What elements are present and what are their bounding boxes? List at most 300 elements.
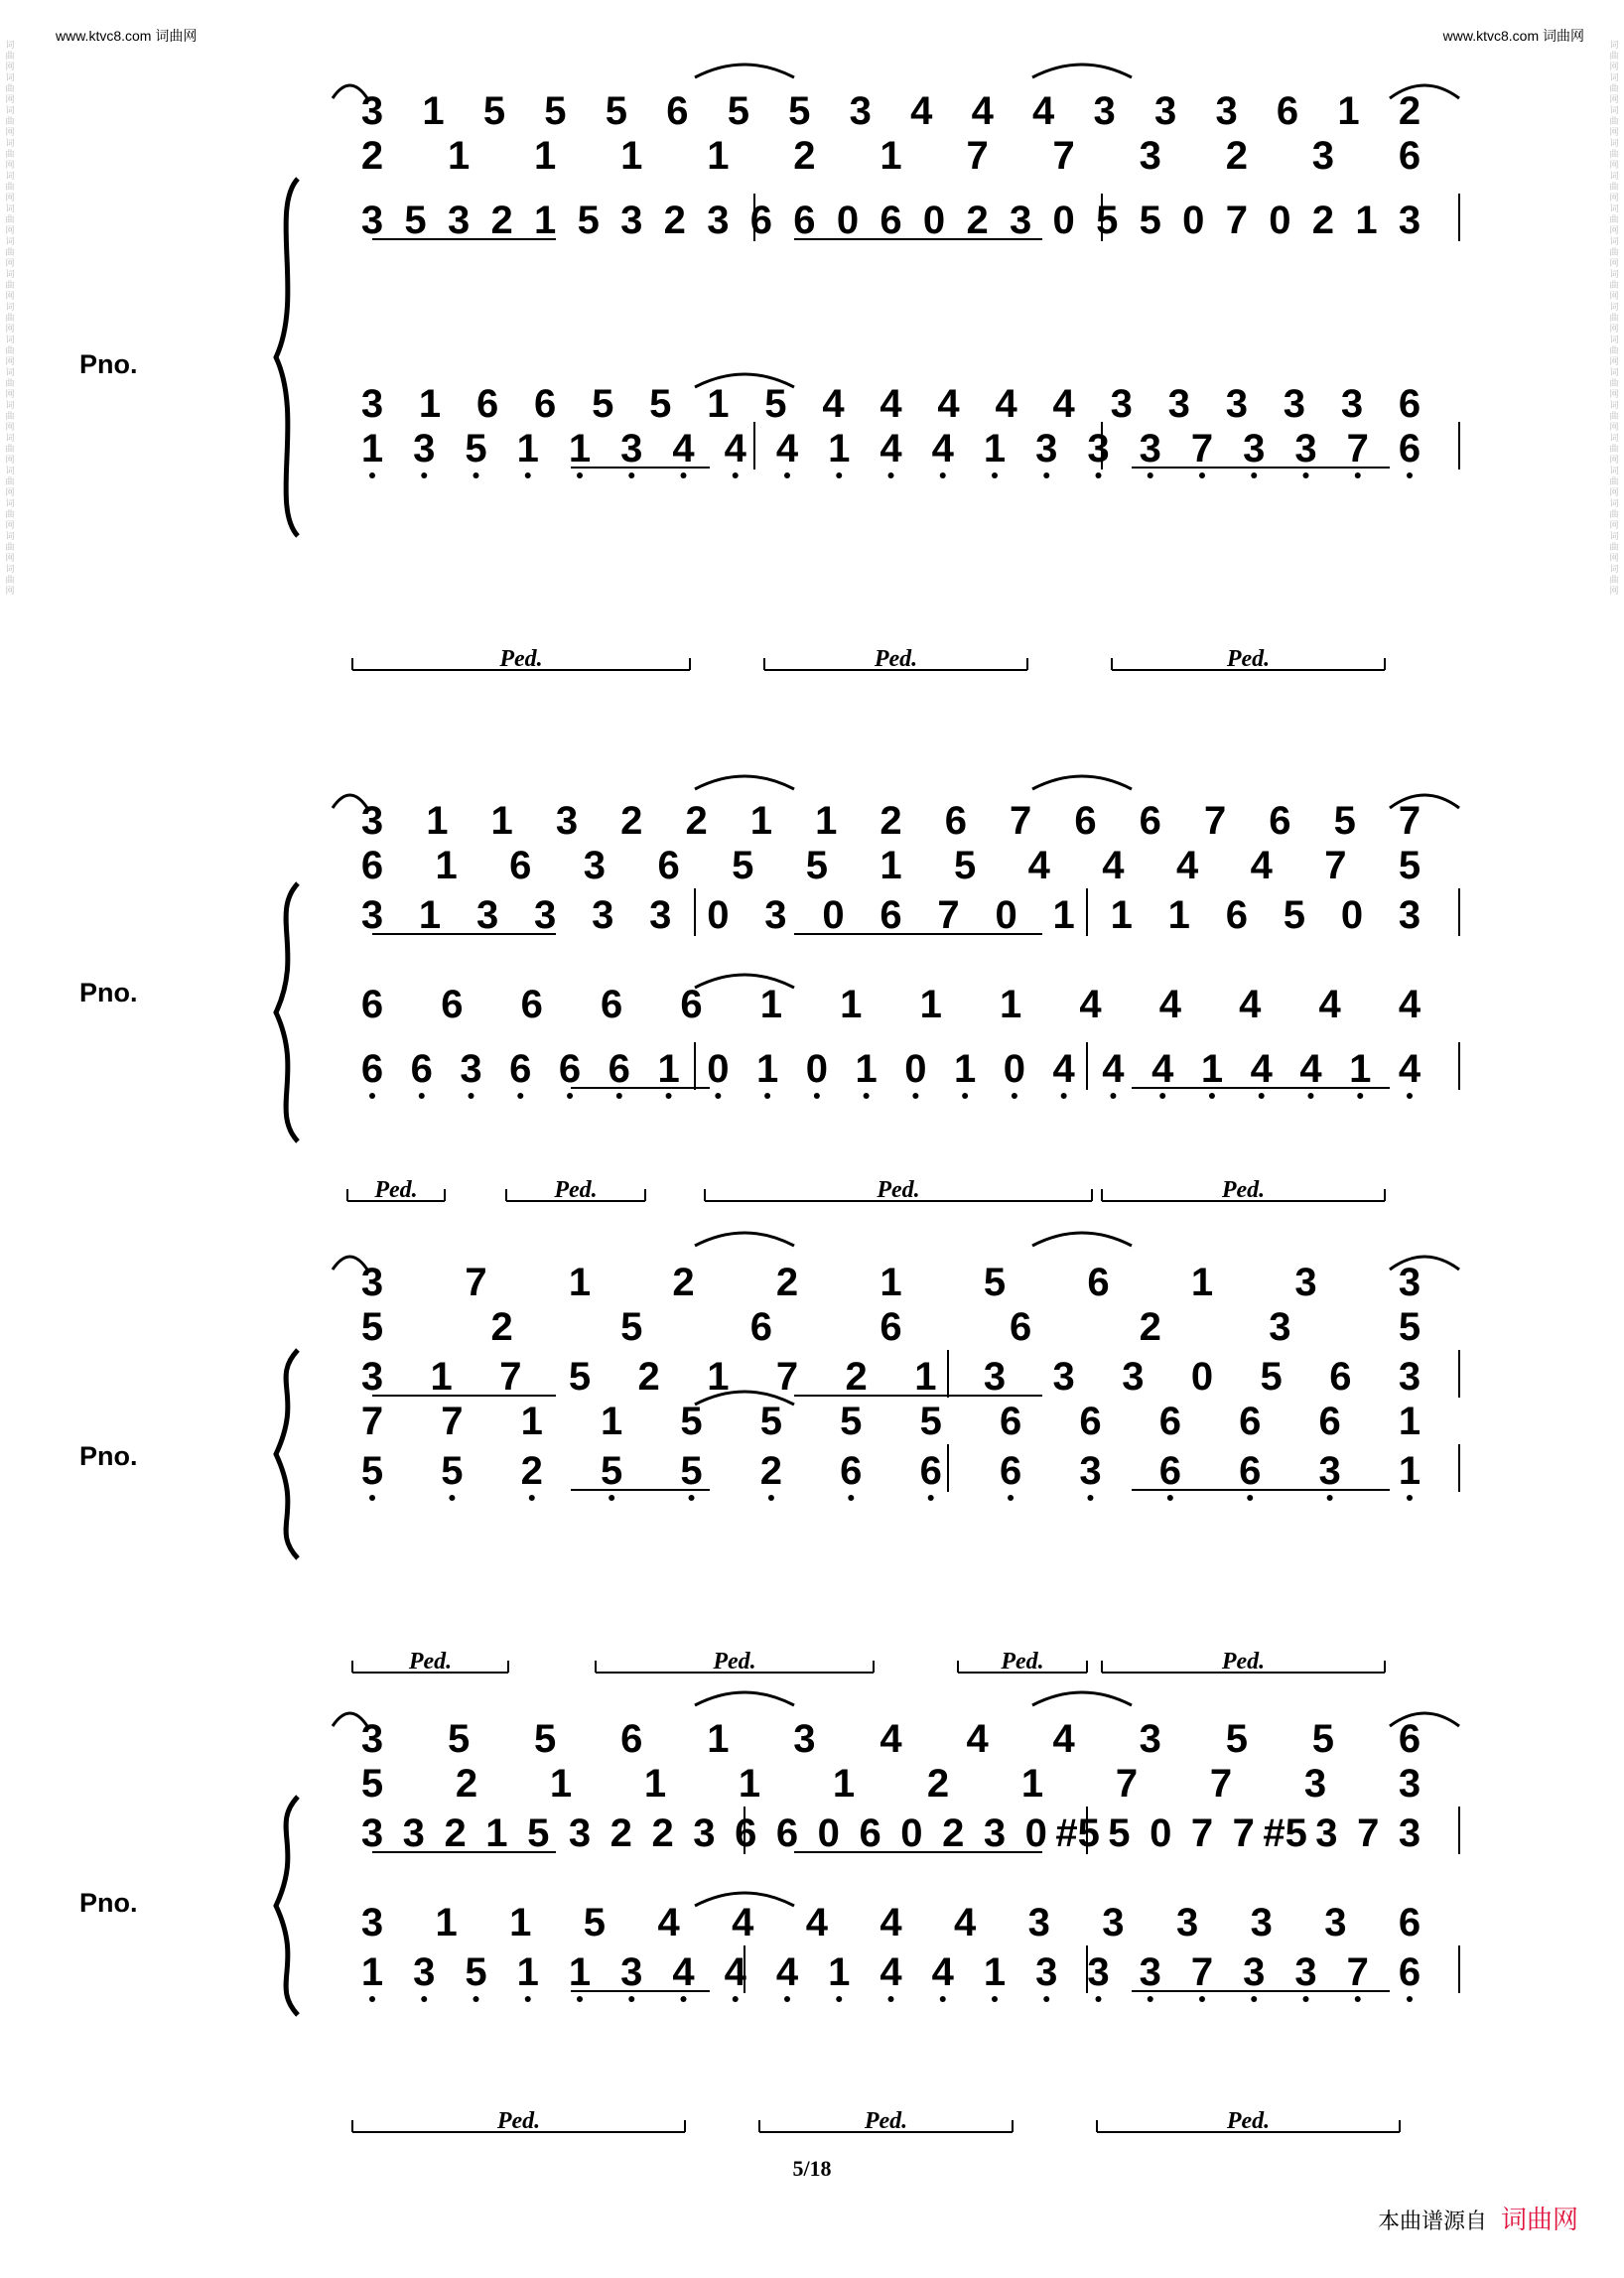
- rh-upper-note: 6: [1074, 799, 1097, 843]
- lh-upper-note: 4: [937, 382, 960, 426]
- rh-mid-note: 3: [1139, 134, 1161, 178]
- pedal-mark: Ped.: [877, 1177, 920, 1203]
- watermark-char: 网: [1609, 324, 1619, 334]
- rh-mid-note: 5: [360, 1305, 384, 1349]
- octave-dot: [1061, 1093, 1067, 1099]
- lh-main-note: 1: [516, 427, 539, 470]
- octave-dot: [628, 1996, 634, 2002]
- octave-dot: [1199, 472, 1205, 478]
- rh-main-note: 2: [444, 1811, 467, 1855]
- lh-main-note: 1: [828, 1950, 851, 1994]
- lh-main-note: 4: [1299, 1047, 1322, 1091]
- watermark-char: 词: [1609, 400, 1619, 410]
- lh-main-note: 1: [954, 1047, 977, 1091]
- rh-main-note: 6: [793, 199, 816, 242]
- watermark-char: 曲: [1609, 214, 1619, 224]
- octave-dot: [419, 1093, 425, 1099]
- watermark-char: 词: [1609, 171, 1619, 181]
- rh-mid-note: 3: [1269, 1305, 1291, 1349]
- octave-dot: [1357, 1093, 1363, 1099]
- lh-upper-note: 5: [759, 1400, 783, 1443]
- lh-upper-note: 6: [1318, 1400, 1341, 1443]
- rh-upper-note: 1: [749, 799, 772, 843]
- octave-dot: [474, 472, 479, 478]
- rh-upper-note: 1: [568, 1261, 592, 1304]
- rh-upper-note: 3: [360, 1261, 384, 1304]
- rh-mid-note: 5: [954, 844, 977, 887]
- octave-dot: [1407, 1495, 1413, 1501]
- lh-upper-note: 1: [601, 1400, 623, 1443]
- watermark-char: 词: [1609, 40, 1619, 50]
- watermark-char: 网: [1609, 127, 1619, 137]
- octave-dot: [848, 1495, 854, 1501]
- lh-upper-note: 7: [360, 1400, 384, 1443]
- pedal-mark: Ped.: [864, 2108, 908, 2134]
- octave-dot: [616, 1093, 622, 1099]
- rh-upper-note: 4: [971, 89, 994, 133]
- rh-upper-note: 1: [815, 799, 838, 843]
- rh-mid-note: 3: [583, 844, 607, 887]
- lh-upper-note: 4: [657, 1901, 680, 1944]
- rh-upper-note: 4: [966, 1717, 989, 1761]
- rh-main-note: 3: [1010, 199, 1032, 242]
- lh-upper-note: 7: [441, 1400, 464, 1443]
- octave-dot: [768, 1495, 774, 1501]
- watermark-char: 词: [1609, 302, 1619, 312]
- octave-dot: [784, 1996, 790, 2002]
- rh-main-note: 0: [1190, 1355, 1214, 1399]
- rh-upper-note: 6: [1398, 1717, 1421, 1761]
- octave-dot: [864, 1093, 870, 1099]
- rh-main-note: 1: [485, 1811, 508, 1855]
- slur: [695, 776, 794, 789]
- rh-main-note: 1: [914, 1355, 937, 1399]
- rh-upper-note: 3: [360, 89, 384, 133]
- rh-main-note: 2: [651, 1811, 674, 1855]
- rh-main-note: 2: [609, 1811, 632, 1855]
- octave-dot: [369, 1093, 375, 1099]
- lh-main-note: 0: [904, 1047, 927, 1091]
- rh-main-note: 1: [1052, 893, 1075, 937]
- lh-main-note: 2: [759, 1449, 783, 1493]
- lh-upper-note: 4: [995, 382, 1017, 426]
- watermark-char: 网: [1609, 389, 1619, 399]
- lh-upper-note: 4: [1052, 382, 1075, 426]
- rh-main-note: 1: [418, 893, 442, 937]
- rh-main-note: 0: [822, 893, 845, 937]
- rh-main-note: 1: [1110, 893, 1133, 937]
- rh-upper-note: 3: [1139, 1717, 1161, 1761]
- octave-dot: [525, 472, 531, 478]
- rh-upper-note: 6: [1139, 799, 1161, 843]
- rh-main-note: 2: [845, 1355, 868, 1399]
- lh-upper-note: 3: [1340, 382, 1364, 426]
- rh-upper-note: 1: [1337, 89, 1360, 133]
- watermark-char: 曲: [1609, 345, 1619, 355]
- octave-dot: [369, 472, 375, 478]
- watermark-char: 网: [5, 389, 15, 399]
- octave-dot: [421, 1996, 427, 2002]
- rh-main-note: 3: [1398, 1355, 1421, 1399]
- octave-dot: [1148, 1996, 1153, 2002]
- watermark-char: 词: [5, 236, 15, 246]
- watermark-char: 词: [5, 400, 15, 410]
- header-right-site: www.ktvc8.com 词曲网: [1442, 28, 1584, 44]
- lh-main-note: 6: [1158, 1449, 1181, 1493]
- lh-upper-note: 1: [520, 1400, 543, 1443]
- watermark-char: 网: [5, 160, 15, 170]
- lh-upper-note: 6: [1239, 1400, 1262, 1443]
- rh-mid-note: 7: [1324, 844, 1347, 887]
- rh-main-note: 7: [1190, 1811, 1214, 1855]
- watermark-char: 词: [1609, 269, 1619, 279]
- lh-upper-note: 1: [759, 983, 783, 1026]
- octave-dot: [689, 1495, 695, 1501]
- watermark-char: 网: [5, 291, 15, 301]
- rh-main-note: 1: [1167, 893, 1190, 937]
- watermark-char: 曲: [5, 476, 15, 486]
- octave-dot: [449, 1495, 455, 1501]
- watermark-char: 词: [1609, 335, 1619, 344]
- lh-main-note: 1: [1200, 1047, 1224, 1091]
- lh-upper-note: 3: [1324, 1901, 1347, 1944]
- footer-brand: 词曲网: [1500, 2205, 1578, 2234]
- rh-main-note: 3: [568, 1811, 592, 1855]
- rh-main-note: 5: [568, 1355, 592, 1399]
- watermark-char: 词: [5, 105, 15, 115]
- rh-mid-note: 5: [732, 844, 754, 887]
- rh-main-note: 3: [693, 1811, 716, 1855]
- header-left-site: www.ktvc8.com 词曲网: [56, 28, 198, 44]
- lh-main-note: 3: [1318, 1449, 1341, 1493]
- lh-main-note: 6: [999, 1449, 1022, 1493]
- lh-upper-note: 1: [919, 983, 942, 1026]
- rh-main-note: 5: [527, 1811, 550, 1855]
- octave-dot: [421, 472, 427, 478]
- lh-main-note: 3: [460, 1047, 482, 1091]
- rh-main-note: 3: [360, 1355, 384, 1399]
- lh-main-note: 3: [620, 427, 643, 470]
- rh-upper-note: 5: [482, 89, 506, 133]
- rh-main-note: 3: [534, 893, 557, 937]
- octave-dot: [1043, 472, 1049, 478]
- lh-upper-note: 4: [822, 382, 845, 426]
- rh-main-note: 6: [775, 1811, 799, 1855]
- watermark-char: 曲: [5, 542, 15, 552]
- watermark-char: 网: [1609, 487, 1619, 497]
- rh-mid-note: 5: [620, 1305, 643, 1349]
- lh-main-note: 3: [620, 1950, 643, 1994]
- pedal-mark: Ped.: [408, 1649, 453, 1675]
- watermark-char: 网: [5, 258, 15, 268]
- rh-main-note: 7: [775, 1355, 799, 1399]
- instrument-label: Pno.: [79, 978, 138, 1007]
- rh-upper-note: 5: [605, 89, 628, 133]
- lh-main-note: 7: [1346, 1950, 1369, 1994]
- rh-main-note: 6: [1225, 893, 1248, 937]
- rh-main-note: 0: [1182, 199, 1205, 242]
- lh-main-note: 1: [516, 1950, 539, 1994]
- lh-upper-note: 1: [840, 983, 863, 1026]
- octave-dot: [666, 1093, 672, 1099]
- rh-main-note: 7: [937, 893, 960, 937]
- rh-main-note: 5: [1096, 199, 1119, 242]
- rh-upper-note: 3: [1294, 1261, 1317, 1304]
- pedal-mark: Ped.: [1221, 1177, 1266, 1203]
- lh-main-note: 1: [657, 1047, 680, 1091]
- lh-main-note: 0: [805, 1047, 828, 1091]
- rh-main-note: 0: [836, 199, 860, 242]
- rh-mid-note: 6: [360, 844, 384, 887]
- lh-main-note: 4: [1052, 1047, 1075, 1091]
- lh-upper-note: 4: [1158, 983, 1181, 1026]
- lh-main-note: 3: [1035, 427, 1058, 470]
- rh-upper-note: 2: [620, 799, 643, 843]
- rh-upper-note: 2: [672, 1261, 695, 1304]
- lh-upper-note: 4: [1239, 983, 1262, 1026]
- rh-main-note: 3: [764, 893, 787, 937]
- lh-upper-note: 5: [764, 382, 787, 426]
- watermark-char: 词: [5, 433, 15, 443]
- rh-main-note: 3: [649, 893, 672, 937]
- watermark-char: 词: [5, 564, 15, 574]
- watermark-char: 网: [5, 324, 15, 334]
- lh-main-note: 1: [855, 1047, 878, 1091]
- rh-main-note: 2: [637, 1355, 660, 1399]
- lh-main-note: 1: [983, 427, 1007, 470]
- octave-dot: [1259, 1093, 1265, 1099]
- octave-dot: [529, 1495, 535, 1501]
- octave-dot: [1110, 1093, 1116, 1099]
- lh-main-note: 1: [755, 1047, 779, 1091]
- rh-mid-note: 5: [805, 844, 828, 887]
- lh-main-note: 1: [568, 427, 592, 470]
- rh-upper-note: 1: [880, 1261, 902, 1304]
- watermark-char: 曲: [5, 345, 15, 355]
- rh-upper-note: 3: [849, 89, 872, 133]
- octave-dot: [888, 472, 894, 478]
- watermark-char: 网: [5, 356, 15, 366]
- lh-main-note: 2: [520, 1449, 543, 1493]
- rh-mid-note: 1: [1020, 1762, 1044, 1806]
- watermark-char: 曲: [1609, 280, 1619, 290]
- watermark-char: 曲: [5, 51, 15, 61]
- staff-brace: [276, 1797, 298, 2015]
- rh-upper-note: 1: [422, 89, 445, 133]
- lh-upper-note: 4: [1398, 983, 1421, 1026]
- lh-upper-note: 1: [999, 983, 1022, 1026]
- pedal-mark: Ped.: [713, 1649, 756, 1675]
- slur: [695, 65, 794, 77]
- rh-mid-note: 1: [435, 844, 458, 887]
- watermark-char: 网: [1609, 291, 1619, 301]
- rh-mid-note: 2: [1225, 134, 1248, 178]
- instrument-label: Pno.: [79, 1441, 138, 1471]
- watermark-char: 网: [5, 586, 15, 596]
- watermark-char: 曲: [1609, 83, 1619, 93]
- watermark-char: 词: [5, 335, 15, 344]
- lh-main-note: 4: [775, 427, 799, 470]
- lh-main-note: 6: [840, 1449, 863, 1493]
- rh-upper-note: 1: [707, 1717, 730, 1761]
- rh-main-note: 2: [663, 199, 686, 242]
- lh-upper-note: 6: [601, 983, 623, 1026]
- watermark-char: 曲: [1609, 116, 1619, 126]
- watermark-char: 词: [1609, 236, 1619, 246]
- rh-main-note: 0: [922, 199, 946, 242]
- octave-dot: [681, 1996, 687, 2002]
- lh-upper-note: 1: [1398, 1400, 1421, 1443]
- instrument-label: Pno.: [79, 1888, 138, 1918]
- watermark-char: 曲: [5, 509, 15, 519]
- octave-dot: [764, 1093, 770, 1099]
- rh-upper-note: 4: [1032, 89, 1055, 133]
- watermark-char: 曲: [1609, 313, 1619, 323]
- watermark-char: 曲: [5, 280, 15, 290]
- octave-dot: [1096, 472, 1102, 478]
- rh-main-note: 1: [534, 199, 557, 242]
- watermark-char: 词: [5, 498, 15, 508]
- pedal-mark: Ped.: [1226, 646, 1271, 672]
- watermark-char: 网: [5, 487, 15, 497]
- rh-upper-note: 4: [910, 89, 933, 133]
- rh-mid-note: 1: [880, 844, 902, 887]
- watermark-char: 网: [5, 225, 15, 235]
- slur: [1032, 1692, 1132, 1705]
- octave-dot: [369, 1996, 375, 2002]
- slur: [1032, 776, 1132, 789]
- lh-main-note: 7: [1190, 1950, 1214, 1994]
- watermark-char: 网: [5, 127, 15, 137]
- octave-dot: [940, 472, 946, 478]
- watermark-char: 词: [5, 171, 15, 181]
- watermark-char: 网: [1609, 356, 1619, 366]
- rh-upper-note: 5: [727, 89, 749, 133]
- rh-upper-note: 1: [426, 799, 449, 843]
- pedal-mark: Ped.: [496, 2108, 541, 2134]
- rh-main-note: 0: [707, 893, 730, 937]
- rh-mid-note: 4: [1175, 844, 1199, 887]
- lh-upper-note: 4: [732, 1901, 754, 1944]
- rh-upper-note: 3: [1398, 1261, 1421, 1304]
- octave-dot: [1148, 472, 1153, 478]
- rh-main-note: 6: [880, 893, 902, 937]
- watermark-char: 网: [1609, 193, 1619, 202]
- watermark-char: 曲: [1609, 247, 1619, 257]
- rh-upper-note: 7: [1010, 799, 1032, 843]
- rh-main-note: 3: [983, 1811, 1007, 1855]
- watermark-char: 词: [1609, 564, 1619, 574]
- lh-upper-note: 6: [441, 983, 464, 1026]
- lh-main-note: 1: [983, 1950, 1007, 1994]
- octave-dot: [1251, 472, 1257, 478]
- rh-main-note: 3: [983, 1355, 1007, 1399]
- rh-mid-note: 7: [1052, 134, 1075, 178]
- lh-main-note: 1: [568, 1950, 592, 1994]
- pedal-mark: Ped.: [1001, 1649, 1044, 1675]
- watermark-char: 词: [5, 269, 15, 279]
- rh-main-note: 1: [707, 1355, 730, 1399]
- lh-upper-note: 3: [1102, 1901, 1125, 1944]
- lh-main-note: 3: [413, 1950, 436, 1994]
- lh-upper-note: 5: [840, 1400, 863, 1443]
- pedal-mark: Ped.: [1226, 2108, 1271, 2134]
- rh-mid-note: 2: [793, 134, 816, 178]
- watermark-char: 曲: [5, 182, 15, 192]
- rh-upper-note: 3: [360, 799, 384, 843]
- rh-main-note: 5: [1108, 1811, 1131, 1855]
- rh-upper-note: 2: [1398, 89, 1421, 133]
- lh-upper-note: 1: [509, 1901, 532, 1944]
- lh-upper-note: 5: [680, 1400, 703, 1443]
- rh-upper-note: 7: [1203, 799, 1227, 843]
- lh-main-note: 4: [1151, 1047, 1174, 1091]
- footer-source: [1378, 2200, 1578, 2236]
- watermark-char: 曲: [1609, 575, 1619, 585]
- rh-main-note: 3: [360, 1811, 384, 1855]
- watermark-char: 词: [5, 466, 15, 475]
- watermark-char: 曲: [1609, 476, 1619, 486]
- lh-main-note: 6: [608, 1047, 630, 1091]
- octave-dot: [1303, 472, 1309, 478]
- rh-mid-note: 1: [738, 1762, 761, 1806]
- slur: [695, 1233, 794, 1246]
- rh-mid-note: 2: [360, 134, 384, 178]
- octave-dot: [836, 1996, 842, 2002]
- rh-upper-note: 6: [1087, 1261, 1110, 1304]
- watermark-char: 曲: [1609, 51, 1619, 61]
- rh-upper-note: 5: [1311, 1717, 1335, 1761]
- octave-dot: [733, 472, 739, 478]
- instrument-label: Pno.: [79, 349, 138, 379]
- rh-mid-note: 5: [360, 1762, 384, 1806]
- rh-mid-note: 7: [1209, 1762, 1233, 1806]
- rh-main-note: 3: [1315, 1811, 1338, 1855]
- rh-mid-note: 6: [509, 844, 532, 887]
- rh-main-note: 6: [880, 199, 902, 242]
- octave-dot: [577, 472, 583, 478]
- octave-dot: [525, 1996, 531, 2002]
- watermark-char: 网: [1609, 94, 1619, 104]
- rh-main-note: 3: [592, 893, 614, 937]
- lh-main-note: 1: [1349, 1047, 1372, 1091]
- lh-main-note: 7: [1346, 427, 1369, 470]
- lh-main-note: 4: [775, 1950, 799, 1994]
- rh-mid-note: 1: [447, 134, 471, 178]
- rh-main-note: 3: [1398, 1811, 1421, 1855]
- octave-dot: [836, 472, 842, 478]
- rh-mid-note: 1: [643, 1762, 667, 1806]
- watermark-char: 网: [1609, 62, 1619, 71]
- rh-mid-note: 6: [1010, 1305, 1032, 1349]
- rh-mid-note: 2: [926, 1762, 950, 1806]
- watermark-char: 词: [1609, 433, 1619, 443]
- lh-upper-note: 6: [680, 983, 703, 1026]
- rh-main-note: 3: [1122, 1355, 1145, 1399]
- octave-dot: [888, 1996, 894, 2002]
- lh-main-note: 4: [724, 427, 746, 470]
- lh-upper-note: 1: [418, 382, 442, 426]
- watermark-char: 词: [5, 72, 15, 82]
- lh-main-note: 3: [1087, 427, 1110, 470]
- rh-mid-note: 1: [620, 134, 643, 178]
- rh-upper-note: 5: [788, 89, 811, 133]
- watermark-char: 词: [5, 138, 15, 148]
- lh-main-note: 7: [1190, 427, 1214, 470]
- rh-upper-note: 5: [447, 1717, 471, 1761]
- rh-upper-note: 2: [775, 1261, 799, 1304]
- rh-main-note: 3: [620, 199, 643, 242]
